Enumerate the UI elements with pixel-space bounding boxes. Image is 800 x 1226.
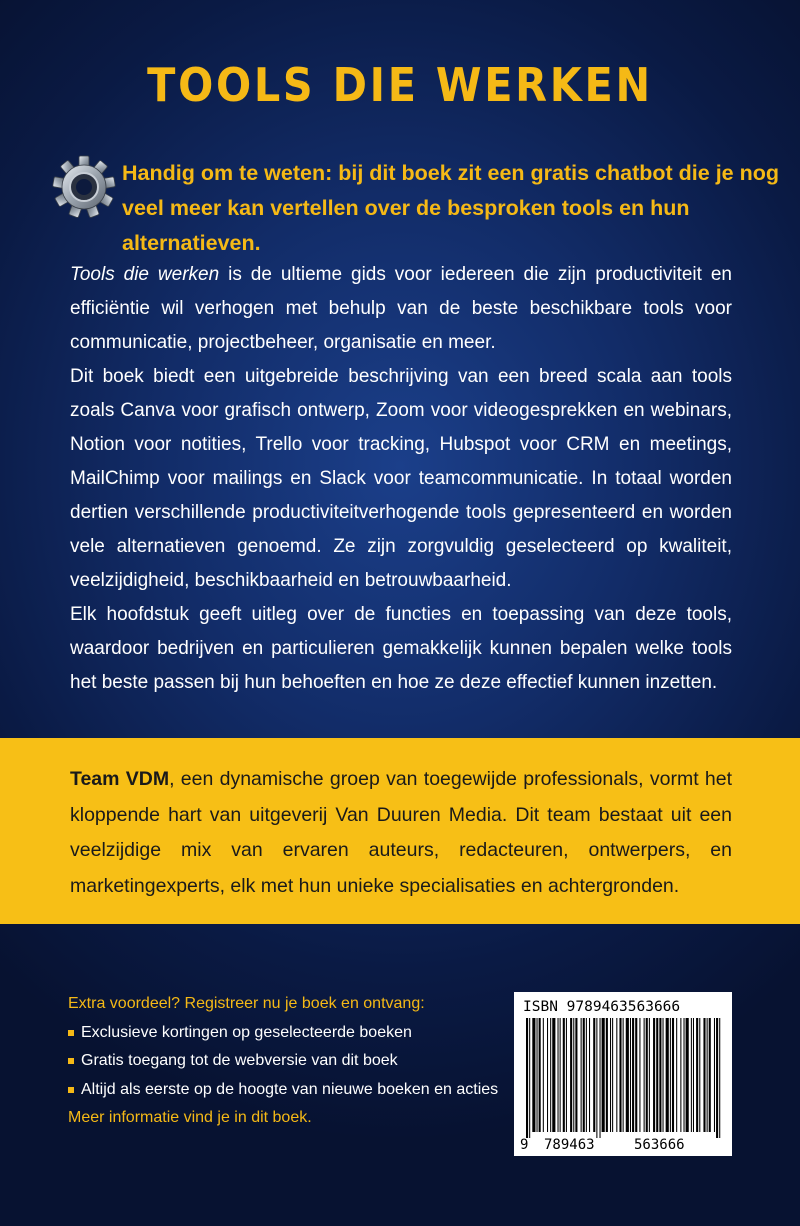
barcode-bar xyxy=(539,1018,541,1132)
barcode-bar xyxy=(596,1018,597,1138)
barcode-bar xyxy=(626,1018,629,1132)
barcode-bar xyxy=(649,1018,650,1132)
barcode-bar xyxy=(666,1018,669,1132)
barcode-bar xyxy=(644,1018,645,1132)
description-text: is de ultieme gids voor iedereen die zijn productiviteit en efficiëntie wil verhogen met behulp van de beste beschikbare tools voor communicatie, projectbeheer, organisatie en meer. xyxy=(70,264,732,353)
barcode-bar xyxy=(714,1018,715,1132)
barcode-bar xyxy=(526,1018,528,1138)
barcode-bar xyxy=(707,1018,708,1132)
barcode-bar xyxy=(612,1018,613,1132)
barcode-bar xyxy=(635,1018,637,1132)
barcode-bar xyxy=(672,1018,674,1132)
barcode-bar xyxy=(699,1018,700,1132)
barcode-bar xyxy=(552,1018,555,1132)
barcode-bar xyxy=(656,1018,658,1132)
bullet-icon xyxy=(68,1058,74,1064)
list-item-text: Gratis toegang tot de webversie van dit boek xyxy=(81,1052,398,1069)
barcode-bar xyxy=(616,1018,617,1132)
barcode-bar xyxy=(581,1018,582,1132)
barcode-bar xyxy=(573,1018,574,1132)
registration-promo xyxy=(68,990,508,1133)
barcode-bar xyxy=(703,1018,705,1132)
barcode-bar xyxy=(684,1018,685,1132)
barcode-digits-left: 789463 xyxy=(544,1137,595,1153)
barcode-bar xyxy=(589,1018,590,1132)
barcode-bar xyxy=(632,1018,634,1132)
barcode-bar xyxy=(630,1018,631,1132)
author-bio xyxy=(70,762,732,904)
book-title-italic: Tools die werken xyxy=(70,264,220,285)
gear-icon xyxy=(52,155,116,219)
barcode-bar xyxy=(529,1018,530,1138)
list-item xyxy=(68,1076,508,1105)
barcode-bar xyxy=(663,1018,664,1132)
barcode-bar xyxy=(646,1018,648,1132)
barcode-bar xyxy=(583,1018,585,1132)
list-item xyxy=(68,1047,508,1076)
barcode-bar xyxy=(719,1018,720,1138)
isbn-label: ISBN 9789463563666 xyxy=(523,999,681,1015)
bullet-icon xyxy=(68,1087,74,1093)
list-item-text: Altijd als eerste op de hoogte van nieuwe boeken en acties xyxy=(81,1080,499,1098)
barcode-bar xyxy=(623,1018,624,1132)
barcode-bar xyxy=(696,1018,698,1132)
barcode-digits-right: 563666 xyxy=(634,1137,685,1153)
book-title: TOOLS DIE WERKEN xyxy=(147,58,653,112)
chatbot-tip: Handig om te weten: bij dit boek zit een gratis chatbot die je nog veel meer kan vertellen over de besproken tools en hun alternatieven. xyxy=(122,161,779,255)
barcode-bar xyxy=(639,1018,640,1132)
promo-list xyxy=(68,1019,508,1105)
bullet-icon xyxy=(68,1030,74,1036)
barcode-bar xyxy=(532,1018,535,1132)
barcode-bar xyxy=(709,1018,711,1132)
description-paragraph: Elk hoofdstuk geeft uitleg over de functies en toepassing van deze tools, waardoor bedrijven en particulieren gemakkelijk kunnen bepalen welke tools het beste passen bij hun behoeften en hoe ze deze effectief kunnen inzetten. xyxy=(70,604,732,693)
barcode-bar xyxy=(716,1018,718,1138)
barcode-bar xyxy=(560,1018,561,1132)
barcode-bar xyxy=(670,1018,671,1132)
promo-heading: Extra voordeel? Registreer nu je boek en ontvang: xyxy=(68,995,425,1012)
barcode-bar xyxy=(570,1018,572,1132)
barcode-bar xyxy=(593,1018,595,1132)
barcode-bar xyxy=(602,1018,605,1132)
barcode-bar xyxy=(606,1018,608,1132)
barcode-bar xyxy=(610,1018,611,1132)
barcode-bar xyxy=(600,1018,601,1138)
barcode-bars xyxy=(526,1018,720,1138)
barcode-bar xyxy=(575,1018,577,1132)
barcode-bar xyxy=(537,1018,538,1132)
barcode-bar xyxy=(543,1018,544,1132)
list-item xyxy=(68,1019,508,1048)
author-bio-text: , een dynamische groep van toegewijde professionals, vormt het kloppende hart van uitgeverij Van Duuren Media. Dit team bestaat uit een veelzijdige mix van ervaren auteurs, redacteuren, ontwerpers, en marketingexperts, elk met hun unieke specialisaties en achtergronden. xyxy=(70,768,732,897)
barcode-bar xyxy=(653,1018,655,1132)
barcode-bar xyxy=(676,1018,677,1132)
barcode-bar xyxy=(691,1018,692,1132)
barcode-digit-first: 9 xyxy=(520,1137,529,1153)
barcode-bar xyxy=(566,1018,567,1132)
barcode-bar xyxy=(693,1018,694,1132)
barcode-bar xyxy=(547,1018,548,1132)
barcode-bar xyxy=(619,1018,621,1132)
description-paragraph xyxy=(70,258,732,360)
barcode-bar xyxy=(563,1018,565,1132)
description-paragraph: Dit boek biedt een uitgebreide beschrijving van een breed scala aan tools zoals Canva voor grafisch ontwerp, Zoom voor videogesprekken en webinars, Notion voor notities, Trello voor tracking, Hubspot voor CRM en meetings, MailChimp voor mailings en Slack voor teamcommunicatie. In totaal worden dertien verschillende productiviteitverhogende tools gepresenteerd en worden vele alternatieven genoemd. Ze zijn zorgvuldig geselecteerd op kwaliteit, veelzijdigheid, beschikbaarheid en betrouwbaarheid. xyxy=(70,366,732,591)
author-name: Team VDM xyxy=(70,768,170,790)
list-item-text: Exclusieve kortingen op geselecteerde boeken xyxy=(81,1023,412,1041)
isbn-barcode xyxy=(514,992,732,1156)
barcode-bar xyxy=(686,1018,689,1132)
barcode-bar xyxy=(550,1018,551,1132)
book-description xyxy=(70,258,732,700)
barcode-bar xyxy=(680,1018,681,1132)
barcode-bar xyxy=(586,1018,587,1132)
barcode-bar xyxy=(558,1018,559,1132)
barcode-bar xyxy=(659,1018,661,1132)
promo-footer: Meer informatie vind je in dit boek. xyxy=(68,1109,312,1126)
